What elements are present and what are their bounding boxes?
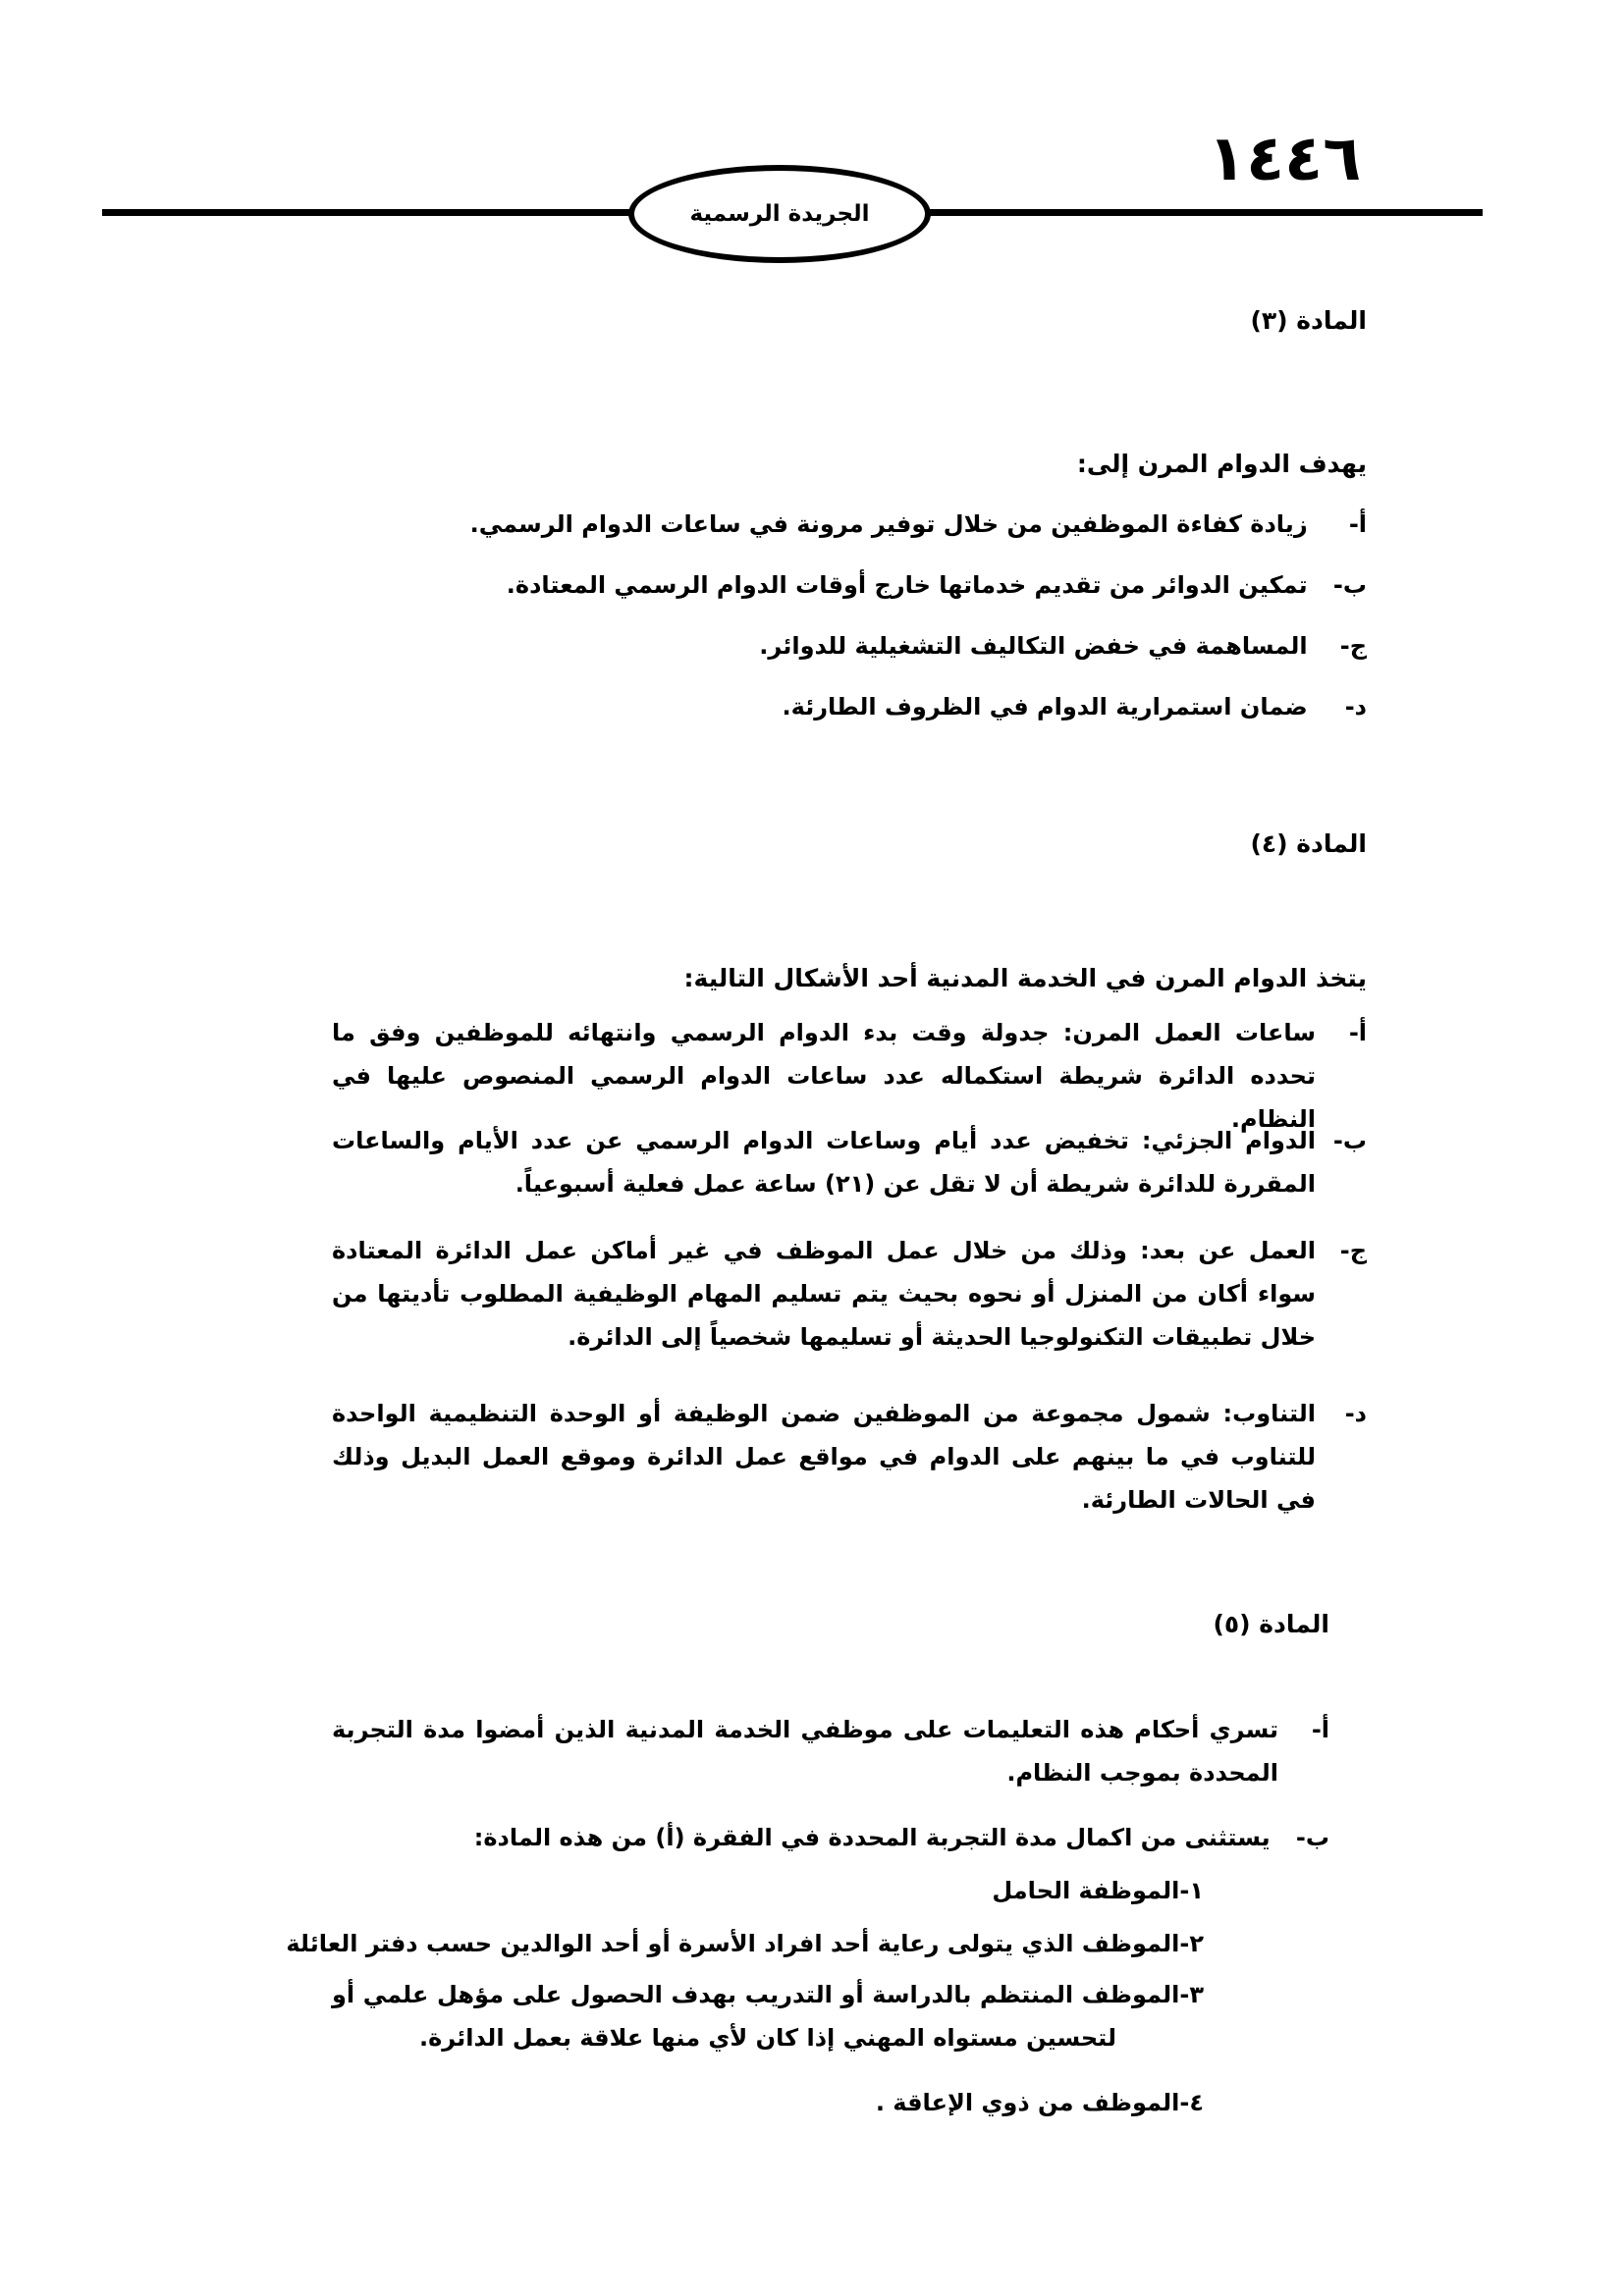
sub-item-text: الموظف من ذوي الإعاقة . [875,2089,1180,2116]
article-5-item-b [474,1818,1329,1857]
item-marker: أ- [1348,1019,1367,1046]
item-text: تسري أحكام هذه التعليمات على موظفي الخدمة المدنية الذين أمضوا مدة التجربة المحددة بموجب النظام. [332,1716,1278,1787]
item-text [332,1229,1316,1359]
item-marker: أ- [1311,1716,1329,1743]
article-3-item-c [759,626,1367,666]
item-marker: د- [1344,1400,1367,1427]
item-marker: ب- [1332,571,1367,599]
item-marker: ب- [1295,1824,1329,1851]
article-4-intro: يتخذ الدوام المرن في الخدمة المدنية أحد الأشكال التالية: [683,964,1367,992]
sub-item-number: ٢- [1179,1930,1204,1957]
item-text [332,1119,1316,1205]
article-3-item-b [507,565,1367,605]
item-text [332,1392,1316,1522]
article-5-heading: المادة (٥) [1213,1610,1329,1638]
article-3-item-a [470,505,1367,544]
item-marker: ج- [1339,1237,1367,1264]
article-3-heading: المادة (٣) [1250,306,1367,335]
article-3-item-d [783,687,1367,726]
item-text: يستثنى من اكمال مدة التجربة المحددة في الفقرة (أ) من هذه المادة: [473,1824,1271,1851]
gazette-title-oval [628,165,931,263]
item-body: شمول مجموعة من الموظفين ضمن الوظيفة أو الوحدة التنظيمية الواحدة للتناوب في ما بينهم على الدوام في مواقع عمل الدائرة وموقع العمل البديل وذلك في الحالات الطارئة. [332,1400,1316,1514]
item-label: التناوب: [1222,1400,1316,1427]
article-4-heading: المادة (٤) [1250,829,1367,858]
article-4-item-d [332,1392,1367,1522]
sub-item-text: الموظف المنتظم بالدراسة أو التدريب بهدف الحصول على مؤهل علمي أو لتحسين مستواه المهني إذا كان لأي منها علاقة بعمل الدائرة. [332,1981,1180,2052]
item-marker: د- [1344,693,1367,721]
article-5-sub-item-1 [992,1871,1204,1910]
sub-item-text: الموظف الذي يتولى رعاية أحد افراد الأسرة أو أحد الوالدين حسب دفتر العائلة [286,1930,1180,1957]
item-body: وذلك من خلال عمل الموظف في غير أماكن عمل الدائرة المعتادة سواء أكان من المنزل أو نحوه بحيث يتم تسليم المهام الوظيفية المطلوب تأديتها من خلال تطبيقات التكنولوجيا الحديثة أو تسليمها شخصياً إلى الدائرة. [332,1237,1316,1351]
item-body: تخفيض عدد أيام وساعات الدوام الرسمي عن عدد الأيام والساعات المقررة للدائرة شريطة أن لا تقل عن (٢١) ساعة عمل فعلية أسبوعياً. [332,1127,1316,1198]
page-number: ١٤٤٦ [1208,123,1362,195]
sub-item-number: ٣- [1179,1981,1204,2008]
item-text: تمكين الدوائر من تقديم خدماتها خارج أوقات الدوام الرسمي المعتادة. [506,571,1308,599]
article-5-sub-item-2 [286,1924,1204,1963]
article-5-item-a [332,1708,1329,1794]
item-body: جدولة وقت بدء الدوام الرسمي وانتهائه للموظفين وفق ما تحدده الدائرة شريطة استكماله عدد ساعات الدوام الرسمي المنصوص عليها في النظام. [332,1019,1316,1133]
article-3-intro: يهدف الدوام المرن إلى: [1076,450,1367,478]
gazette-title: الجريدة الرسمية [689,201,870,227]
item-marker: ج- [1339,632,1367,660]
item-label: ساعات العمل المرن: [1062,1019,1316,1046]
item-text: ضمان استمرارية الدوام في الظروف الطارئة. [782,693,1308,721]
article-4-item-c [332,1229,1367,1359]
item-label: الدوام الجزئي: [1141,1127,1317,1154]
item-marker: ب- [1332,1127,1367,1154]
sub-item-number: ٤- [1179,2089,1204,2116]
article-5-sub-item-4 [876,2083,1204,2122]
header-rule-left [102,209,634,216]
sub-item-text: الموظفة الحامل [992,1877,1180,1904]
item-text: المساهمة في خفض التكاليف التشغيلية للدوائر. [759,632,1308,660]
item-marker: أ- [1348,510,1367,538]
header-rule-right [923,209,1483,216]
article-4-item-b [332,1119,1367,1205]
item-label: العمل عن بعد: [1140,1237,1316,1264]
sub-item-number: ١- [1179,1877,1204,1904]
article-5-sub-item-3 [332,1973,1204,2059]
item-text: زيادة كفاءة الموظفين من خلال توفير مرونة في ساعات الدوام الرسمي. [469,510,1308,538]
